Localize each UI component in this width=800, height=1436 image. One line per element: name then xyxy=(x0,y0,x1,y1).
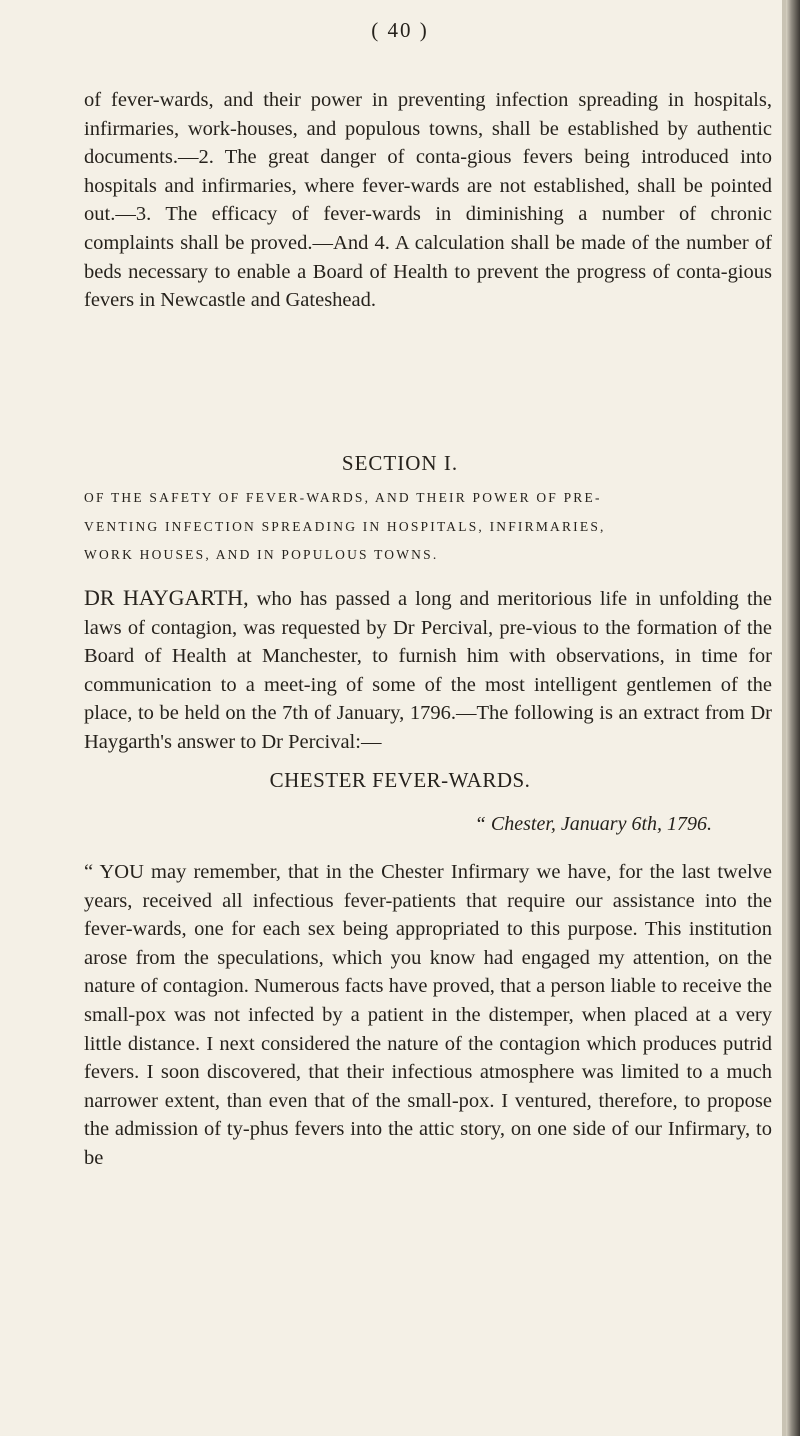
paragraph-lead: DR HAYGARTH, xyxy=(84,585,249,610)
letter-paragraph xyxy=(84,858,772,1173)
subtitle-line: VENTING INFECTION SPREADING IN HOSPITALS, INFIRMARIES, xyxy=(84,518,606,534)
subtitle-line: WORK HOUSES, AND IN POPULOUS TOWNS. xyxy=(84,547,439,562)
haygarth-paragraph xyxy=(84,584,772,757)
page-number: ( 40 ) xyxy=(371,18,429,42)
paragraph-body: who has passed a long and meritorious life in unfolding the laws of contagion, was requested by Dr Percival, pre-vious to the formation of the Board of Health at Manchester, to furnish him with observations, in time for communication to a meet-ing of some of the most intelligent gentlemen of the place, to be held on the 7th of January, 1796.—The following is an extract from Dr Haygarth's answer to Dr Percival:— xyxy=(84,588,772,753)
page-edge xyxy=(786,0,800,1436)
chester-heading: CHESTER FEVER-WARDS. xyxy=(269,768,531,792)
intro-paragraph-text: of fever-wards, and their power in preventing infection spreading in hospitals, infirmaries, work-houses, and populous towns, shall be established by authentic documents.—2. The great danger of conta-gious fevers being introduced into hospitals and infirmaries, where fever-wards are not established, shall be pointed out.—3. The efficacy of fever-wards in diminishing a number of chronic complaints shall be proved.—And 4. A calculation shall be made of the number of beds necessary to enable a Board of Health to prevent the progress of conta-gious fevers in Newcastle and Gateshead. xyxy=(84,89,772,312)
letter-dateline: “ Chester, January 6th, 1796. xyxy=(474,813,712,835)
section-title: SECTION I. xyxy=(341,451,459,475)
intro-paragraph xyxy=(84,86,772,315)
section-subtitle xyxy=(84,484,772,570)
letter-text: “ YOU may remember, that in the Chester Infirmary we have, for the last twelve years, received all infectious fever-patients that require our assistance into the fever-wards, one for each sex being appropriated to this purpose. This institution arose from the speculations, which you know had engaged my attention, on the nature of contagion. Numerous facts have proved, that a person liable to receive the small-pox was not infected by a patient in the distemper, when placed at a very little distance. I next considered the nature of the contagion which produces putrid fevers. I soon discovered, that their infectious atmosphere was limited to a much narrower extent, than even that of the small-pox. I ventured, therefore, to propose the admission of ty-phus fevers into the attic story, on one side of our Infirmary, to be xyxy=(84,861,772,1169)
subtitle-line: OF THE SAFETY OF FEVER-WARDS, AND THEIR POWER OF PRE- xyxy=(84,490,602,505)
